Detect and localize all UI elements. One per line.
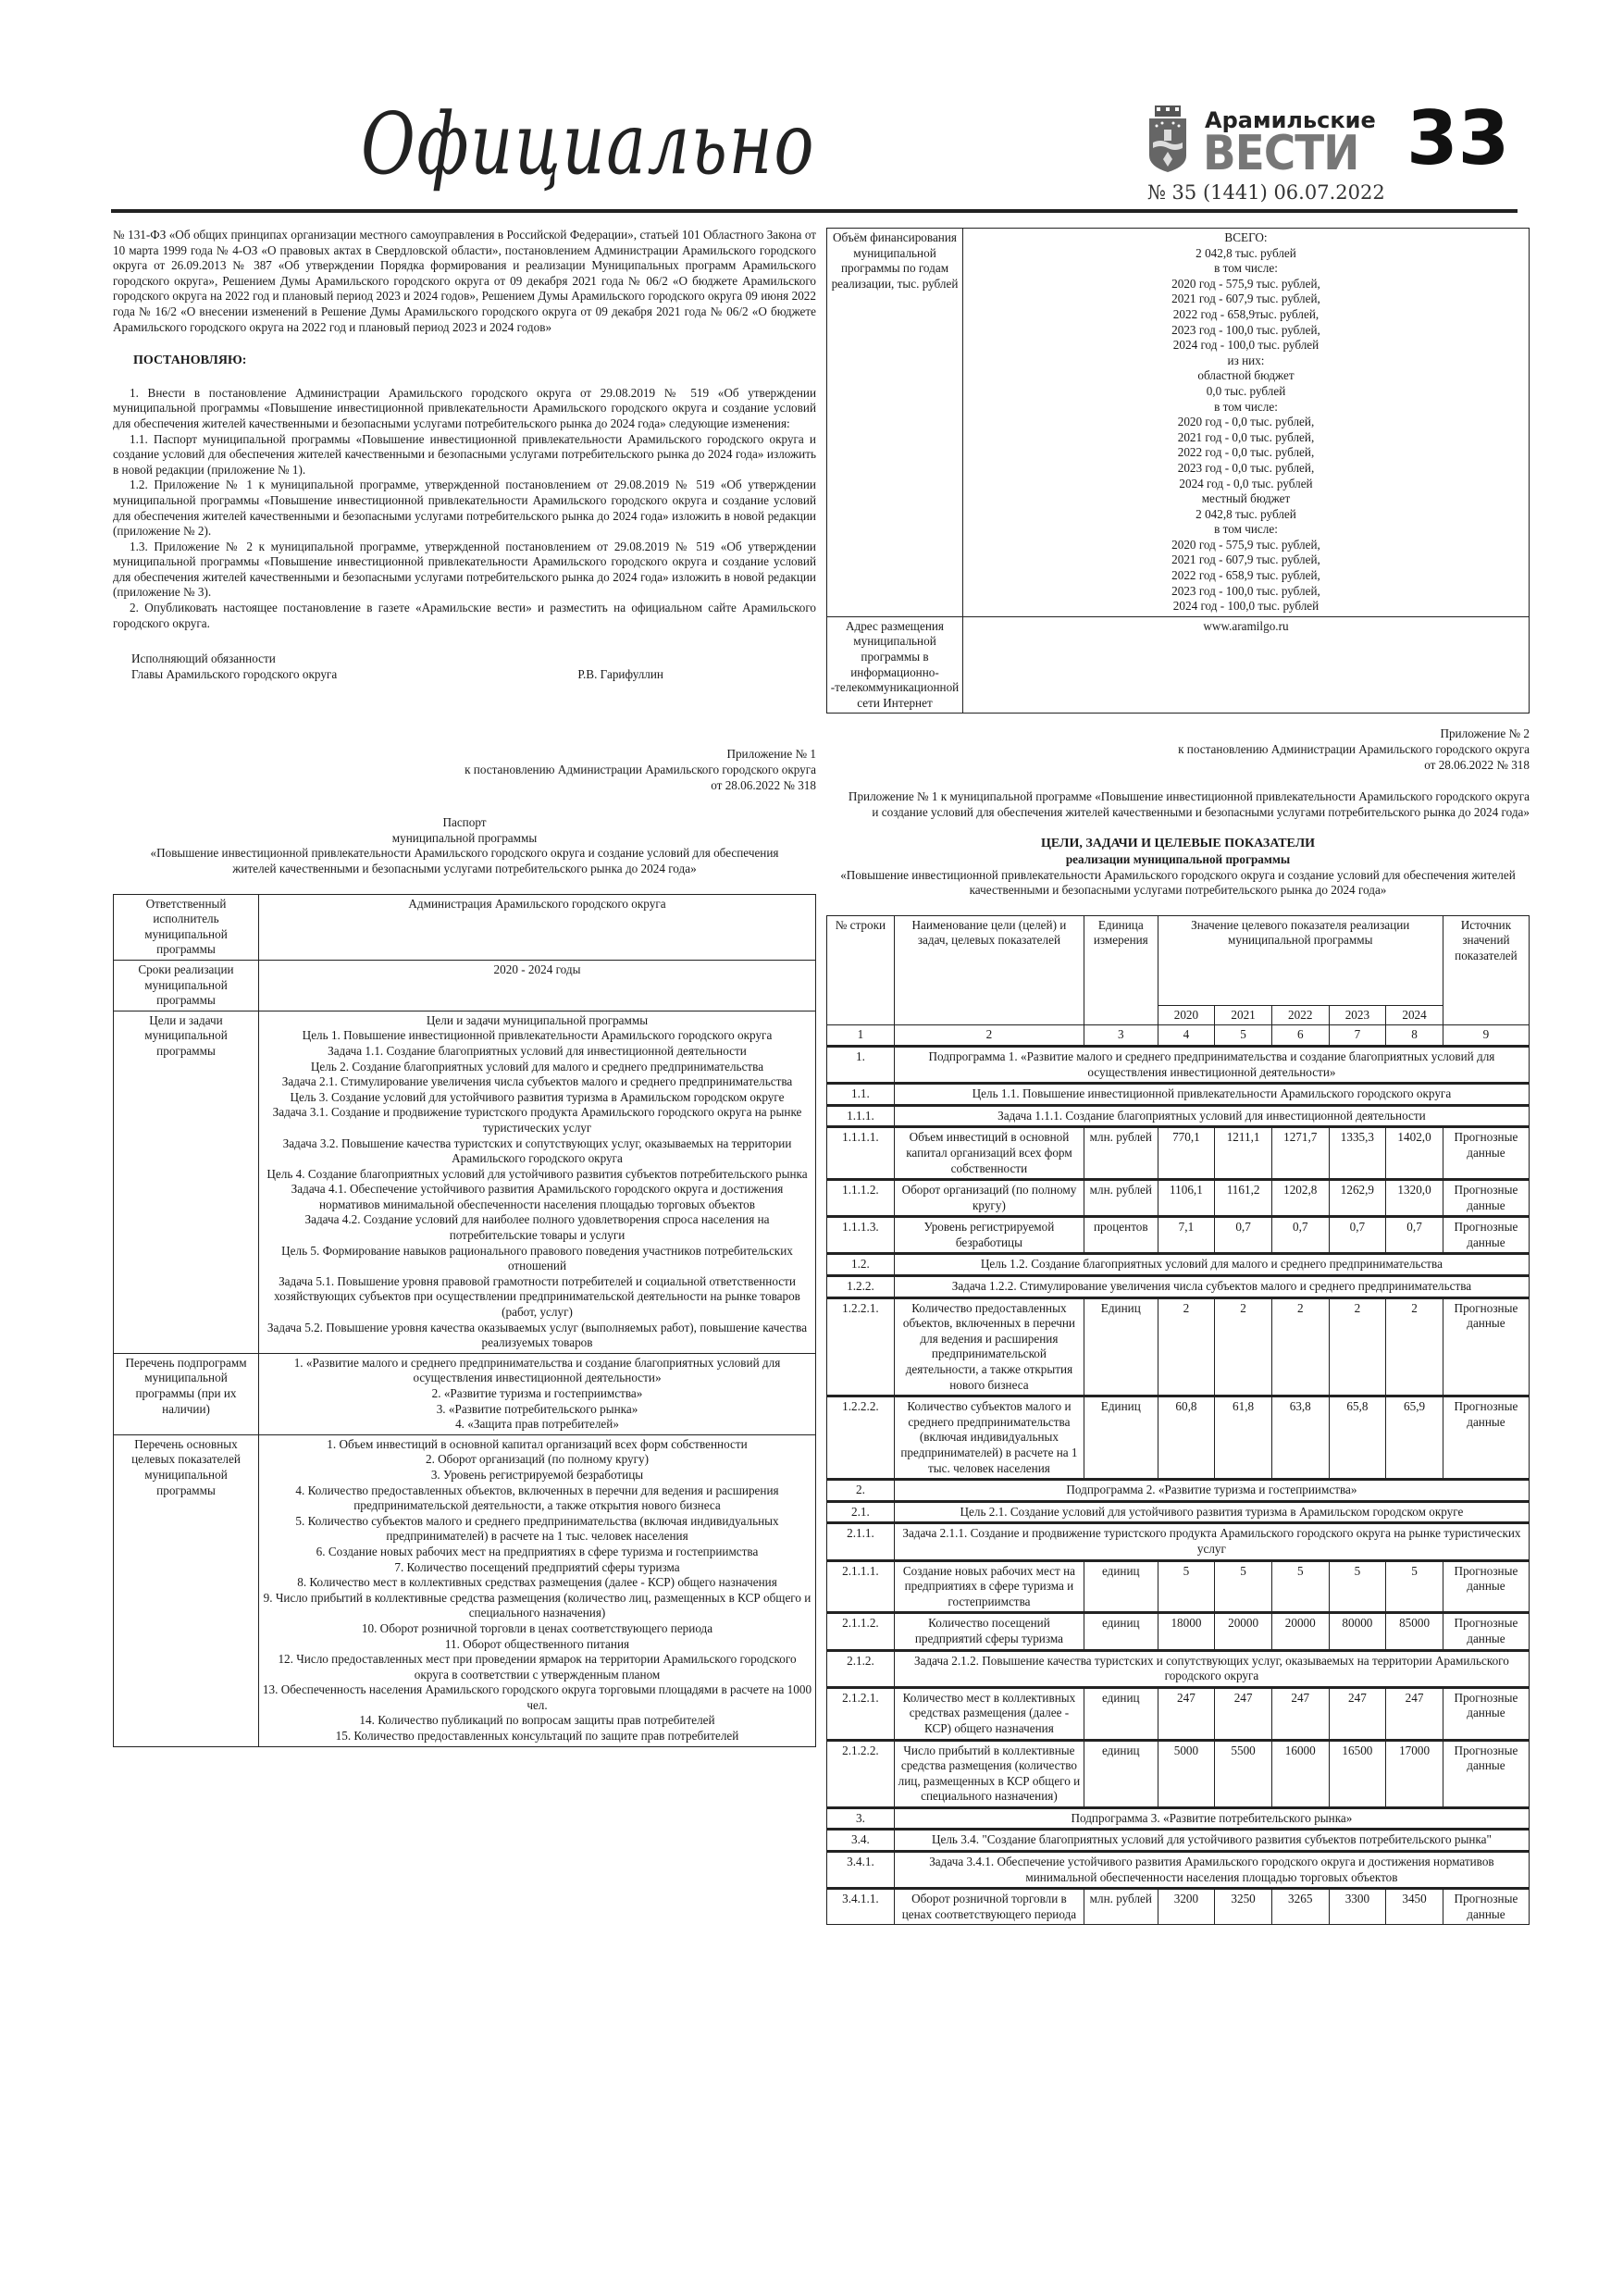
passport-row (114, 1434, 816, 1746)
indicator-name: Количество предоставленных объектов, включенных в перечни для ведения и расширения предпринимательской деятельности, а также открытия нового бизнеса (894, 1297, 1084, 1396)
section-row (827, 1501, 1530, 1523)
year-header: 2020 (1158, 1005, 1215, 1025)
section-title: Задача 3.4.1. Обеспечение устойчивого развития Арамильского городского округа и достижения нормативов минимальной обеспеченности населения площадью торговых объектов (894, 1852, 1529, 1889)
section-title: Задача 2.1.2. Повышение качества туристских и сопутствующих услуг, оказываемых на территории Арамильского городского округа (894, 1650, 1529, 1687)
passport-line: 6. Создание новых рабочих мест на предприятиях в сфере туризма и гостеприимства (316, 1544, 759, 1558)
goals-title-main: ЦЕЛИ, ЗАДАЧИ И ЦЕЛЕВЫЕ ПОКАЗАТЕЛИ (1040, 837, 1316, 851)
passport-line: 7. Количество посещений предприятий сферы туризма (394, 1559, 680, 1574)
indicator-value: 16000 (1271, 1740, 1329, 1807)
passport-line: Цель 2. Создание благоприятных условий для малого и среднего предпринимательства (310, 1059, 764, 1074)
passport-line: Задача 5.2. Повышение уровня качества оказываемых услуг (выполняемых работ), повышение качества реализуемых товаров (266, 1320, 808, 1350)
appendix-label: Приложение № 2 (1440, 726, 1530, 741)
row-number: 1.2.2.1. (827, 1297, 895, 1396)
col-header-unit: Единица измерения (1084, 915, 1158, 1025)
passport-row-content (259, 1434, 816, 1746)
indicator-unit: Единиц (1084, 1396, 1158, 1480)
column-number: 4 (1158, 1025, 1215, 1047)
finance-line: областной бюджет (1197, 368, 1295, 383)
finance-line: 2021 год - 0,0 тыс. рублей, (1177, 429, 1315, 444)
indicator-row (827, 1297, 1530, 1396)
indicator-value: 5 (1215, 1560, 1272, 1613)
row-number: 3.4.1. (827, 1852, 895, 1889)
passport-line: Задача 5.1. Повышение уровня правовой грамотности потребителей и социальной ответственности хозяйствующих субъектов при осуществлении предпринимательской деятельности на рынке товаров (работ, услуг) (274, 1273, 800, 1320)
section-title: Задача 1.2.2. Стимулирование увеличения числа субъектов малого и среднего предпринимательства (894, 1276, 1529, 1298)
finance-line: 2024 год - 100,0 тыс. рублей (1172, 338, 1319, 353)
indicator-value: 2 (1386, 1297, 1443, 1396)
brand-name-main: ВЕСТИ (1203, 126, 1359, 181)
passport-line: 3. Уровень регистрируемой безработицы (430, 1467, 644, 1482)
indicator-source: Прогнозные данные (1443, 1217, 1529, 1254)
finance-row-content (963, 616, 1530, 714)
finance-line: 2021 год - 607,9 тыс. рублей, (1171, 552, 1320, 567)
signatory-name: Р.В. Гарифуллин (577, 666, 663, 681)
section-title: Подпрограмма 1. «Развитие малого и среднего предпринимательства и создание благоприятных условий для осуществления инвестиционной деятельности» (894, 1046, 1529, 1083)
row-number: 3.4.1.1. (827, 1889, 895, 1925)
section-title: Задача 1.1.1. Создание благоприятных условий для инвестиционной деятельности (894, 1105, 1529, 1127)
indicator-value: 5000 (1158, 1740, 1215, 1807)
indicator-name: Количество субъектов малого и среднего предпринимательства (включая индивидуальных предпринимателей) в расчете на 1 тыс. человек населения (894, 1396, 1084, 1480)
indicator-unit: единиц (1084, 1560, 1158, 1613)
brand-name-top: Арамильские (1205, 107, 1376, 133)
indicator-value: 85000 (1386, 1613, 1443, 1650)
indicator-source: Прогнозные данные (1443, 1687, 1529, 1740)
indicator-row (827, 1396, 1530, 1480)
passport-line: Задача 1.1. Создание благоприятных условий для инвестиционной деятельности (328, 1043, 747, 1058)
finance-line: 2022 год - 0,0 тыс. рублей, (1177, 445, 1315, 460)
indicator-name: Создание новых рабочих мест на предприятиях в сфере туризма и гостеприимства (894, 1560, 1084, 1613)
indicator-value: 247 (1158, 1687, 1215, 1740)
goals-title (826, 837, 1530, 898)
indicator-name: Объем инвестиций в основной капитал организаций всех форм собственности (894, 1127, 1084, 1180)
finance-line: 2020 год - 575,9 тыс. рублей, (1171, 537, 1320, 552)
passport-title-line: Паспорт (442, 815, 487, 830)
passport-row-label: Перечень подпрограмм муниципальной программы (при их наличии) (114, 1353, 259, 1434)
section-row (827, 1105, 1530, 1127)
indicator-value: 3200 (1158, 1889, 1215, 1925)
passport-line: Цель 3. Создание условий для устойчивого развития туризма в Арамильском городском округе (290, 1089, 785, 1104)
indicator-value: 1271,7 (1271, 1127, 1329, 1180)
section-row (827, 1852, 1530, 1889)
finance-line: 2024 год - 100,0 тыс. рублей (1172, 599, 1319, 614)
passport-row-label: Цели и задачи муниципальной программы (114, 1011, 259, 1353)
passport-title (113, 815, 816, 876)
row-number: 1.1.1.2. (827, 1180, 895, 1217)
row-number: 2.1.2.1. (827, 1687, 895, 1740)
row-number: 1.2.2.2. (827, 1396, 895, 1480)
intro-paragraph: № 131-ФЗ «Об общих принципах организации местного самоуправления в Российской Федерации», статьей 101 Областного Закона от 10 марта 1999 года № 4-ОЗ «О правовых актах в Свердловской области», постановлением Администрации Арамильского городского округа от 26.09.2013 № 387 «Об утверждении Порядка формирования и реализации Муниципальных программ Арамильского городского округа», Решением Думы Арамильского городского округа от 09 декабря 2021 года № 06/2 «О бюджете Арамильского городского округа на 2022 год и плановый период 2023 и 2024 годов», Решением Думы Арамильского городского округа 09 июня 2022 года № 16/2 «О внесении изменений в Решение Думы Арамильского городского округа от 09 декабря 2021 года № 06/2 «О бюджете Арамильского городского округа на 2022 год и плановый период 2023 и 2024 годов» (113, 228, 816, 334)
signature-title-1: Исполняющий обязанности (131, 652, 276, 666)
goals-indicators-table (826, 915, 1530, 1926)
indicator-value: 5 (1271, 1560, 1329, 1613)
section-row (827, 1046, 1530, 1083)
indicator-value: 0,7 (1215, 1217, 1272, 1254)
indicator-value: 5 (1386, 1560, 1443, 1613)
indicator-value: 0,7 (1329, 1217, 1386, 1254)
indicator-value: 5500 (1215, 1740, 1272, 1807)
appendix-date: от 28.06.2022 № 318 (1424, 757, 1530, 772)
website-link[interactable]: www.aramilgo.ru (1203, 618, 1289, 633)
finance-row (827, 229, 1530, 617)
indicator-name: Оборот организаций (по полному кругу) (894, 1180, 1084, 1217)
column-number: 7 (1329, 1025, 1386, 1047)
section-title: Цель 3.4. "Создание благоприятных условий для устойчивого развития субъектов потребительского рынка" (894, 1830, 1529, 1852)
passport-line: 4. Количество предоставленных объектов, включенных в перечни для ведения и расширения предпринимательской деятельности, а также открытия нового бизнеса (295, 1483, 779, 1513)
indicator-row (827, 1740, 1530, 1807)
indicator-name: Количество мест в коллективных средствах размещения (далее - КСР) общего назначения (894, 1687, 1084, 1740)
section-row (827, 1084, 1530, 1106)
column-number: 9 (1443, 1025, 1529, 1047)
passport-line: Цели и задачи муниципальной программы (426, 1012, 649, 1027)
column-number: 2 (894, 1025, 1084, 1047)
finance-line: в том числе: (1214, 522, 1278, 537)
passport-line: 1. «Развитие малого и среднего предпринимательства и создание благоприятных условий для осуществления инвестиционной деятельности» (293, 1355, 781, 1385)
financing-table (826, 228, 1530, 714)
indicator-source: Прогнозные данные (1443, 1560, 1529, 1613)
decree-heading: ПОСТАНОВЛЯЮ: (133, 354, 247, 368)
indicator-value: 1320,0 (1386, 1180, 1443, 1217)
passport-row-label: Ответственный исполнитель муниципальной программы (114, 894, 259, 960)
row-number: 2.1.2. (827, 1650, 895, 1687)
indicator-row (827, 1687, 1530, 1740)
masthead (111, 94, 1518, 213)
passport-row-content (259, 960, 816, 1011)
decree-paragraph: 1.2. Приложение № 1 к муниципальной программе, утвержденной постановлением от 29.08.2019 № 519 «Об утверждении муниципальной программы «Повышение инвестиционной привлекательности Арамильского городского округа и создание условий для обеспечения жителей качественными и безопасными услугами потребительского рынка до 2024 года» изложить в новой редакции (приложение № 2). (113, 478, 816, 539)
passport-title-line: муниципальной программы (391, 830, 538, 845)
indicator-unit: единиц (1084, 1687, 1158, 1740)
indicator-value: 63,8 (1271, 1396, 1329, 1480)
indicator-value: 247 (1271, 1687, 1329, 1740)
section-row (827, 1523, 1530, 1560)
finance-line: 0,0 тыс. рублей (1206, 383, 1286, 398)
section-row (827, 1276, 1530, 1298)
indicator-row (827, 1560, 1530, 1613)
col-header-num: № строки (827, 915, 895, 1025)
row-number: 2.1.1. (827, 1523, 895, 1560)
section-row (827, 1254, 1530, 1276)
indicator-unit: процентов (1084, 1217, 1158, 1254)
indicator-value: 2 (1158, 1297, 1215, 1396)
indicator-value: 247 (1329, 1687, 1386, 1740)
col-header-value: Значение целевого показателя реализации муниципальной программы (1158, 915, 1443, 1005)
indicator-value: 65,9 (1386, 1396, 1443, 1480)
column-number: 5 (1215, 1025, 1272, 1047)
goals-program-name: «Повышение инвестиционной привлекательности Арамильского городского округа и создание условий для обеспечения жителей качественными и безопасными услугами потребительского рынка до 2024 года» (840, 867, 1516, 898)
indicator-value: 0,7 (1386, 1217, 1443, 1254)
indicator-value: 2 (1215, 1297, 1272, 1396)
row-number: 2.1.1.1. (827, 1560, 895, 1613)
column-number: 6 (1271, 1025, 1329, 1047)
appendix-1-header (113, 747, 816, 793)
passport-line: Цель 1. Повышение инвестиционной привлекательности Арамильского городского округа (302, 1028, 773, 1043)
passport-row-content (259, 1011, 816, 1353)
indicator-value: 3300 (1329, 1889, 1386, 1925)
passport-row-content (259, 1353, 816, 1434)
indicator-value: 247 (1215, 1687, 1272, 1740)
indicator-value: 1161,2 (1215, 1180, 1272, 1217)
section-title: Цель 2.1. Создание условий для устойчивого развития туризма в Арамильском городском округе (894, 1501, 1529, 1523)
decree-paragraph: 1.3. Приложение № 2 к муниципальной программе, утвержденной постановлением от 29.08.2019 № 519 «Об утверждении муниципальной программы «Повышение инвестиционной привлекательности Арамильского городского округа и создание условий для обеспечения жителей качественными и безопасными услугами потребительского рынка до 2024 года» изложить в новой редакции (приложение № 3). (113, 539, 816, 600)
left-column (113, 228, 816, 1747)
row-number: 2. (827, 1480, 895, 1502)
row-number: 1.1. (827, 1084, 895, 1106)
header-divider (111, 209, 1518, 213)
decree-paragraph: 2. Опубликовать настоящее постановление в газете «Арамильские вести» и разместить на официальном сайте Арамильского городского округа. (113, 601, 816, 630)
indicator-value: 18000 (1158, 1613, 1215, 1650)
year-header: 2023 (1329, 1005, 1386, 1025)
indicator-value: 20000 (1215, 1613, 1272, 1650)
finance-line: из них: (1227, 353, 1265, 367)
coat-of-arms-icon (1147, 105, 1188, 172)
passport-line: 15. Количество предоставленных консультаций по защите прав потребителей (335, 1729, 739, 1744)
passport-row-label: Перечень основных целевых показателей муниципальной программы (114, 1434, 259, 1746)
passport-line: 11. Оборот общественного питания (444, 1636, 630, 1651)
column-number: 3 (1084, 1025, 1158, 1047)
finance-line: в том числе: (1214, 399, 1278, 414)
signature-block (131, 652, 816, 682)
passport-line: Задача 3.2. Повышение качества туристских и сопутствующих услуг, оказываемых на территории Арамильского городского округа (282, 1136, 792, 1166)
indicator-value: 2 (1271, 1297, 1329, 1396)
col-header-source: Источник значений показателей (1443, 915, 1529, 1025)
signature-title-2: Главы Арамильского городского округа (131, 666, 338, 681)
passport-line: Цель 4. Создание благоприятных условий для устойчивого развития субъектов потребительского рынка (266, 1166, 808, 1181)
finance-line: 2020 год - 0,0 тыс. рублей, (1177, 415, 1315, 429)
passport-program-name: «Повышение инвестиционной привлекательности Арамильского городского округа и создание условий для обеспечения жителей качественными и безопасными услугами потребительского рынка до 2024 года» (150, 846, 779, 875)
finance-row-label: Адрес размещения муниципальной программы в информационно- -телекоммуникационной сети Интернет (827, 616, 963, 714)
indicator-value: 1262,9 (1329, 1180, 1386, 1217)
indicator-value: 1402,0 (1386, 1127, 1443, 1180)
row-number: 2.1.2.2. (827, 1740, 895, 1807)
issue-number-date: № 35 (1441) 06.07.2022 (1147, 181, 1385, 204)
passport-line: 2. «Развитие туризма и гостеприимства» (431, 1386, 643, 1400)
passport-line: 5. Количество субъектов малого и среднего предпринимательства (включая индивидуальных предпринимателей) в расчете на 1 тыс. человек населения (295, 1513, 779, 1544)
column-number: 8 (1386, 1025, 1443, 1047)
finance-line: 2020 год - 575,9 тыс. рублей, (1171, 276, 1320, 291)
column-number: 1 (827, 1025, 895, 1047)
indicator-unit: единиц (1084, 1740, 1158, 1807)
indicator-name: Уровень регистрируемой безработицы (894, 1217, 1084, 1254)
finance-line: ВСЕГО: (1224, 230, 1268, 244)
section-row (827, 1807, 1530, 1830)
section-title: Официально (361, 94, 816, 193)
indicator-value: 1202,8 (1271, 1180, 1329, 1217)
passport-line: 2. Оборот организаций (по полному кругу) (425, 1452, 650, 1467)
decree-paragraph: 1. Внести в постановление Администрации Арамильского городского округа от 29.08.2019 № 519 «Об утверждении муниципальной программы «Повышение инвестиционной привлекательности Арамильского городского округа и создание условий для обеспечения жителей качественными и безопасными услугами потребительского рынка до 2024 года» следующие изменения: (113, 385, 816, 430)
indicator-row (827, 1127, 1530, 1180)
finance-line: 2024 год - 0,0 тыс. рублей (1179, 476, 1313, 490)
indicator-source: Прогнозные данные (1443, 1889, 1529, 1925)
passport-line: 9. Число прибытий в коллективные средства размещения (количество лиц, размещенных в КСР общего и специального назначения) (263, 1590, 812, 1620)
passport-line: 2020 - 2024 годы (493, 962, 581, 976)
passport-row (114, 1011, 816, 1353)
indicator-source: Прогнозные данные (1443, 1127, 1529, 1180)
indicator-name: Оборот розничной торговли в ценах соответствующего периода (894, 1889, 1084, 1925)
passport-line: Задача 4.1. Обеспечение устойчивого развития Арамильского городского округа и достижения нормативов минимальной обеспеченности населения площадью торговых объектов (291, 1182, 784, 1211)
passport-line: 3. «Развитие потребительского рынка» (436, 1401, 638, 1416)
appendix-2-header (826, 726, 1530, 773)
passport-row-content (259, 894, 816, 960)
passport-line: 14. Количество публикаций по вопросам защиты прав потребителей (359, 1713, 715, 1728)
indicator-source: Прогнозные данные (1443, 1396, 1529, 1480)
finance-row-label: Объём финансирования муниципальной программы по годам реализации, тыс. рублей (827, 229, 963, 617)
appendix-label: Приложение № 1 (726, 747, 816, 762)
indicator-name: Число прибытий в коллективные средства размещения (количество лиц, размещенных в КСР общего и специального назначения) (894, 1740, 1084, 1807)
finance-row (827, 616, 1530, 714)
indicator-value: 0,7 (1271, 1217, 1329, 1254)
indicator-value: 1106,1 (1158, 1180, 1215, 1217)
passport-line: 12. Число предоставленных мест при проведении ярмарок на территории Арамильского городского округа в соответствии с утвержденным планом (278, 1652, 797, 1682)
finance-line: 2023 год - 100,0 тыс. рублей, (1171, 583, 1320, 598)
year-header: 2022 (1271, 1005, 1329, 1025)
indicator-value: 80000 (1329, 1613, 1386, 1650)
indicator-unit: единиц (1084, 1613, 1158, 1650)
passport-row (114, 960, 816, 1011)
passport-table (113, 894, 816, 1747)
section-row (827, 1650, 1530, 1687)
indicator-unit: млн. рублей (1084, 1889, 1158, 1925)
passport-line: 1. Объем инвестиций в основной капитал организаций всех форм собственности (327, 1436, 748, 1451)
section-title: Цель 1.2. Создание благоприятных условий для малого и среднего предпринимательства (894, 1254, 1529, 1276)
indicator-name: Количество посещений предприятий сферы туризма (894, 1613, 1084, 1650)
passport-row (114, 894, 816, 960)
decree-paragraph: 1.1. Паспорт муниципальной программы «Повышение инвестиционной привлекательности Арамильского городского округа и создание условий для обеспечения жителей качественными и безопасными услугами потребительского рынка до 2024 года» изложить в новой редакции (приложение № 1). (113, 431, 816, 477)
finance-line: 2022 год - 658,9 тыс. рублей, (1171, 568, 1320, 583)
appendix-date: от 28.06.2022 № 318 (711, 777, 816, 792)
passport-line: Задача 4.2. Создание условий для наиболее полного удовлетворения спроса населения на потребительские товары и услуги (304, 1212, 770, 1243)
right-column (826, 228, 1530, 1925)
indicator-value: 2 (1329, 1297, 1386, 1396)
indicator-unit: млн. рублей (1084, 1180, 1158, 1217)
indicator-value: 5 (1158, 1560, 1215, 1613)
indicator-value: 17000 (1386, 1740, 1443, 1807)
year-header: 2024 (1386, 1005, 1443, 1025)
row-number: 3.4. (827, 1830, 895, 1852)
indicator-value: 3265 (1271, 1889, 1329, 1925)
indicator-value: 1211,1 (1215, 1127, 1272, 1180)
row-number: 1.2.2. (827, 1276, 895, 1298)
section-title: Цель 1.1. Повышение инвестиционной привлекательности Арамильского городского округа (894, 1084, 1529, 1106)
passport-line: Администрация Арамильского городского округа (408, 896, 666, 911)
col-header-name: Наименование цели (целей) и задач, целевых показателей (894, 915, 1084, 1025)
indicator-value: 16500 (1329, 1740, 1386, 1807)
passport-line: Задача 3.1. Создание и продвижение туристского продукта Арамильского городского округа на рынке туристических услуг (272, 1105, 802, 1135)
indicator-value: 1335,3 (1329, 1127, 1386, 1180)
indicator-value: 247 (1386, 1687, 1443, 1740)
year-header: 2021 (1215, 1005, 1272, 1025)
goals-title-sub: реализации муниципальной программы (1065, 851, 1291, 866)
indicator-row (827, 1180, 1530, 1217)
indicator-value: 3250 (1215, 1889, 1272, 1925)
passport-line: 8. Количество мест в коллективных средствах размещения (далее - КСР) общего назначения (297, 1575, 777, 1590)
section-title: Подпрограмма 3. «Развитие потребительского рынка» (894, 1807, 1529, 1830)
section-row (827, 1480, 1530, 1502)
indicator-value: 65,8 (1329, 1396, 1386, 1480)
row-number: 1.1.1.3. (827, 1217, 895, 1254)
row-number: 2.1. (827, 1501, 895, 1523)
row-number: 1.2. (827, 1254, 895, 1276)
row-number: 1. (827, 1046, 895, 1083)
page-number: 33 (1406, 95, 1510, 181)
program-appendix-note: Приложение № 1 к муниципальной программе «Повышение инвестиционной привлекательности Арамильского городского округа и создание условий для обеспечения жителей качественными и безопасными услугами потребительского рынка до 2024 года» (848, 789, 1530, 819)
section-row (827, 1830, 1530, 1852)
row-number: 2.1.1.2. (827, 1613, 895, 1650)
indicator-unit: млн. рублей (1084, 1127, 1158, 1180)
appendix-ref: к постановлению Администрации Арамильского городского округа (1178, 742, 1530, 756)
newspaper-logo (1147, 105, 1388, 204)
indicator-value: 61,8 (1215, 1396, 1272, 1480)
indicator-value: 7,1 (1158, 1217, 1215, 1254)
passport-row (114, 1353, 816, 1434)
finance-line: 2 042,8 тыс. рублей (1196, 245, 1296, 260)
appendix-ref: к постановлению Администрации Арамильского городского округа (465, 763, 816, 777)
row-number: 1.1.1.1. (827, 1127, 895, 1180)
indicator-source: Прогнозные данные (1443, 1613, 1529, 1650)
finance-line: 2022 год - 658,9тыс. рублей, (1172, 306, 1319, 321)
indicator-value: 20000 (1271, 1613, 1329, 1650)
indicator-source: Прогнозные данные (1443, 1740, 1529, 1807)
indicator-value: 60,8 (1158, 1396, 1215, 1480)
passport-line: 4. «Защита прав потребителей» (455, 1417, 619, 1432)
passport-line: Задача 2.1. Стимулирование увеличения числа субъектов малого и среднего предпринимательства (281, 1074, 793, 1089)
indicator-source: Прогнозные данные (1443, 1297, 1529, 1396)
section-title: Задача 2.1.1. Создание и продвижение туристского продукта Арамильского городского округа на рынке туристических услуг (894, 1523, 1529, 1560)
finance-line: 2023 год - 100,0 тыс. рублей, (1171, 322, 1320, 337)
finance-row-content (963, 229, 1530, 617)
row-number: 3. (827, 1807, 895, 1830)
finance-line: 2 042,8 тыс. рублей (1196, 506, 1296, 521)
indicator-row (827, 1613, 1530, 1650)
finance-line: в том числе: (1214, 261, 1278, 276)
indicator-value: 5 (1329, 1560, 1386, 1613)
indicator-source: Прогнозные данные (1443, 1180, 1529, 1217)
finance-line: 2023 год - 0,0 тыс. рублей, (1177, 460, 1315, 475)
indicator-unit: Единиц (1084, 1297, 1158, 1396)
finance-line: 2021 год - 607,9 тыс. рублей, (1171, 292, 1320, 306)
section-title: Подпрограмма 2. «Развитие туризма и гостеприимства» (894, 1480, 1529, 1502)
passport-line: 13. Обеспеченность населения Арамильского городского округа торговыми площадями в расчете на 1000 чел. (262, 1682, 812, 1712)
passport-row-label: Сроки реализации муниципальной программы (114, 960, 259, 1011)
indicator-value: 770,1 (1158, 1127, 1215, 1180)
row-number: 1.1.1. (827, 1105, 895, 1127)
indicator-value: 3450 (1386, 1889, 1443, 1925)
indicator-row (827, 1889, 1530, 1925)
finance-line: местный бюджет (1201, 491, 1291, 506)
passport-line: 10. Оборот розничной торговли в ценах соответствующего периода (361, 1620, 713, 1635)
passport-line: Цель 5. Формирование навыков рационального правового поведения участников потребительских отношений (281, 1243, 793, 1273)
indicator-row (827, 1217, 1530, 1254)
